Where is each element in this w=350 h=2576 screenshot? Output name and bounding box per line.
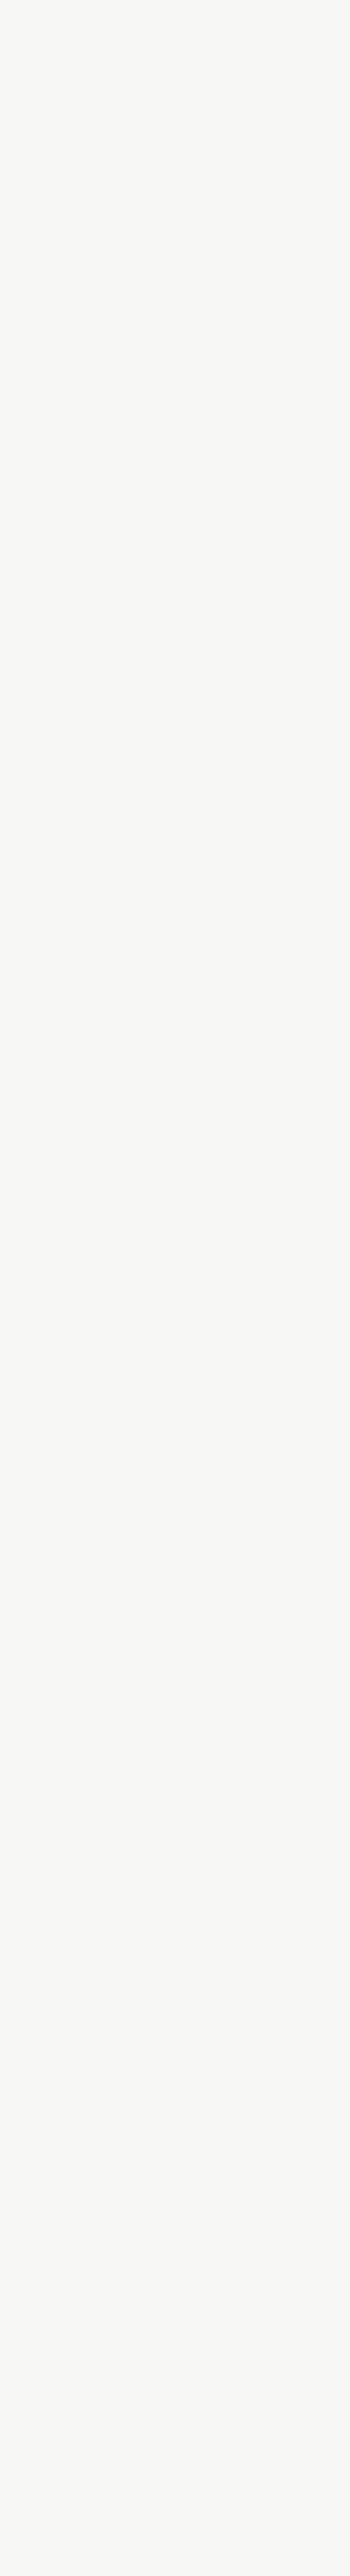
article-body bbox=[11, 15, 339, 1210]
